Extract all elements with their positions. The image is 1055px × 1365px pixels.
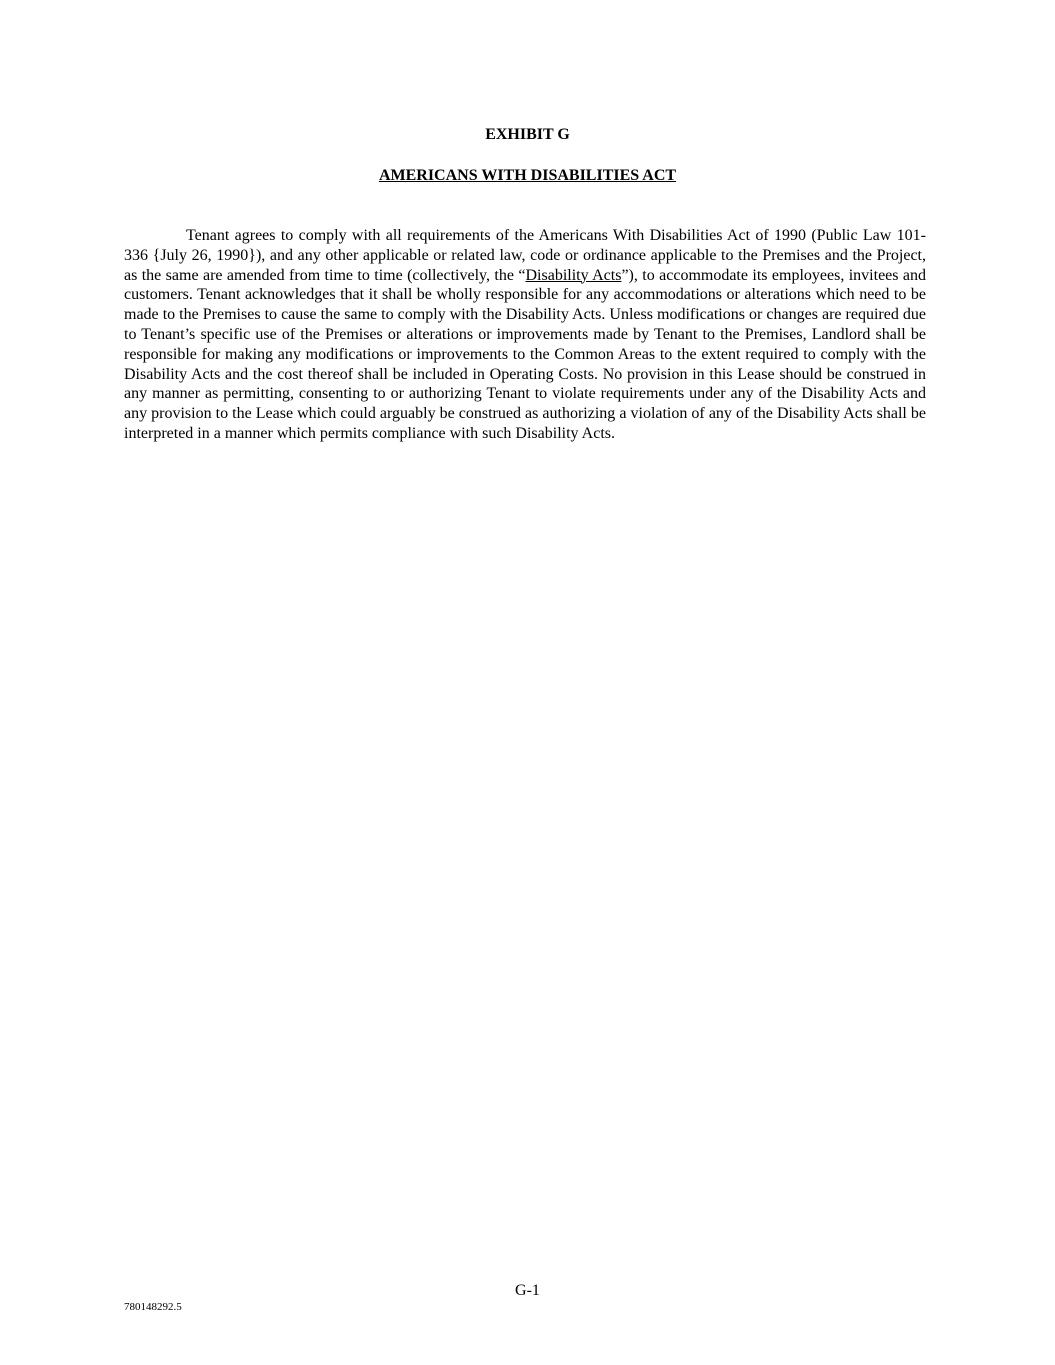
- defined-term-disability-acts: Disability Acts: [525, 266, 622, 284]
- exhibit-subtitle: AMERICANS WITH DISABILITIES ACT: [378, 167, 677, 184]
- paragraph-text-after-term: ”), to accommodate its employees, invitees and customers. Tenant acknowledges that it shall be wholly responsible for any accommodations or alterations which need to be made to the Premises to cause the same to comply with the Disability Acts. Unless modifications or changes are required due to Tenant’s specific use of the Premises or alterations or improvements made by Tenant to the Premises, Landlord shall be responsible for making any modifications or improvements to the Common Areas to the extent required to comply with the Disability Acts and the cost thereof shall be included in Operating Costs. No provision in this Lease should be construed in any manner as permitting, consenting to or authorizing Tenant to violate requirements under any of the Disability Acts and any provision to the Lease which could arguably be construed as authorizing a violation of any of the Disability Acts shall be interpreted in a manner which permits compliance with such Disability Acts.: [124, 266, 927, 442]
- document-id: 780148292.5: [124, 1301, 182, 1313]
- page-number: G-1: [515, 1282, 540, 1299]
- exhibit-title: EXHIBIT G: [485, 126, 570, 143]
- body-paragraph: [124, 226, 926, 444]
- paragraph-text-before-term: Tenant agrees to comply with all requirements of the Americans With Disabilities Act of 1990 (Public Law 101-336 {July 26, 1990}), and any other applicable or related law, code or ordinance applicable to the Premises and the Project, as the same are amended from time to time (collectively, the “: [124, 227, 926, 284]
